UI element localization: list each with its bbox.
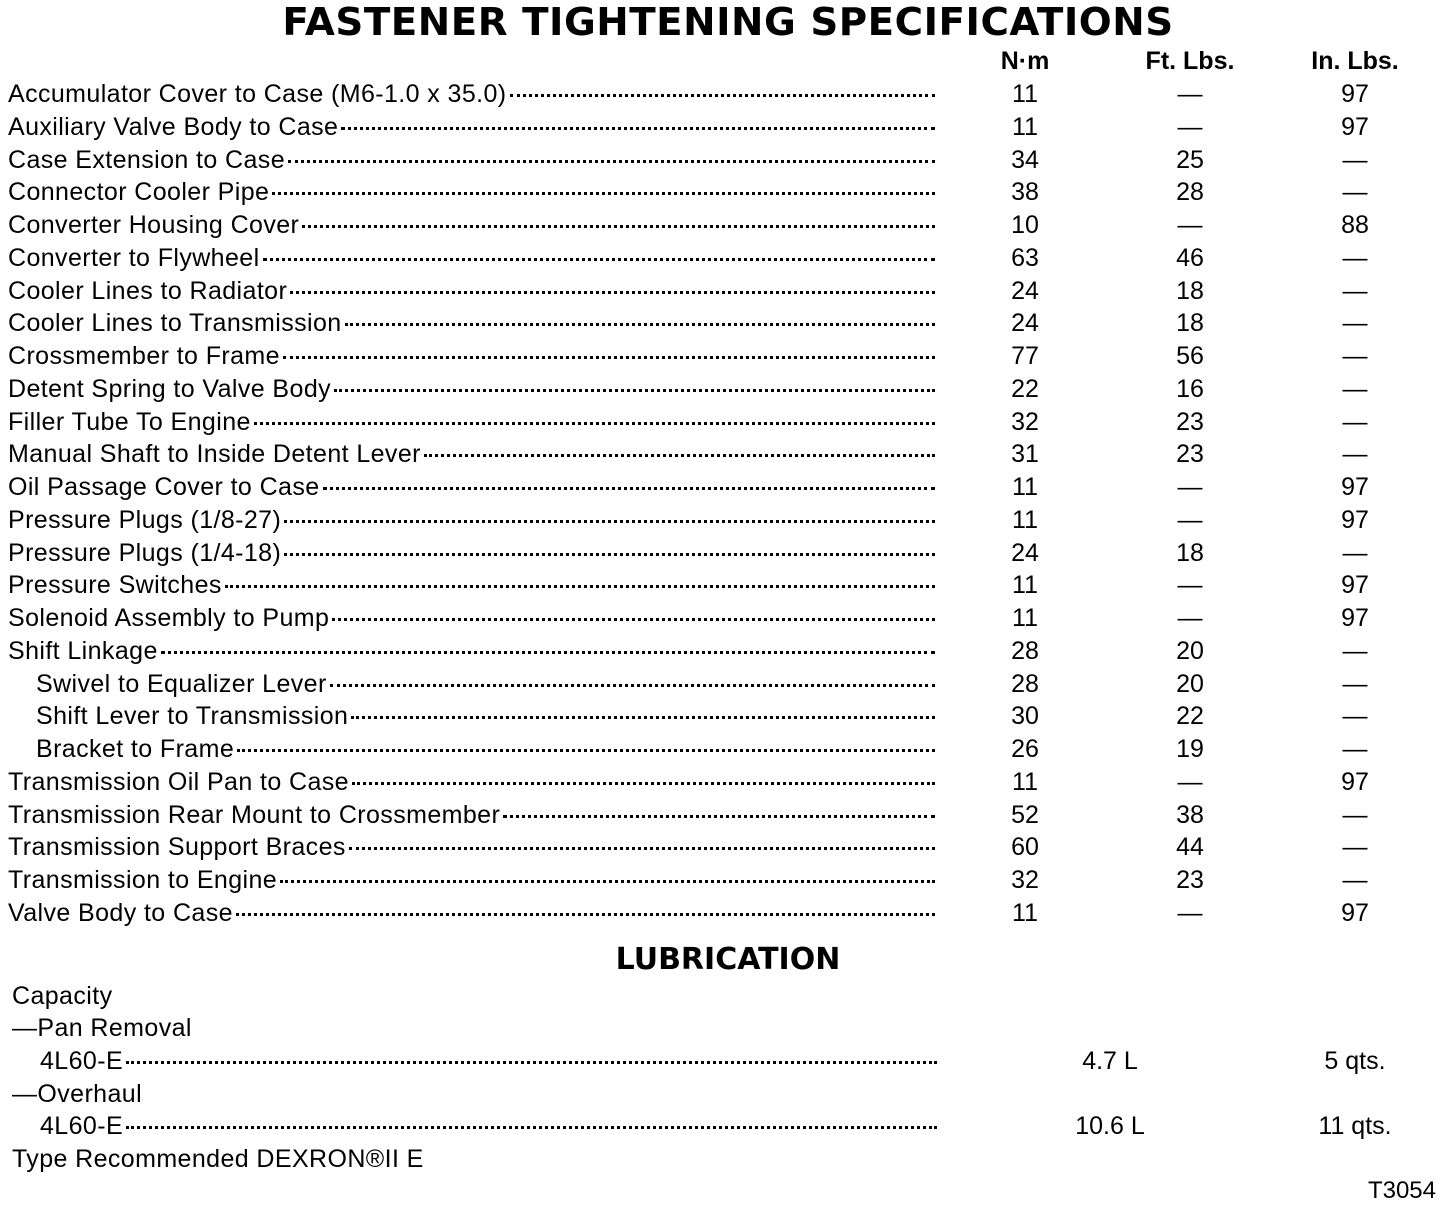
fastener-label-cell: [36, 668, 935, 701]
fastener-name: Transmission Rear Mount to Crossmember: [8, 800, 501, 829]
overhaul-capacity-row: [0, 1110, 1456, 1143]
torque-nm: 34: [1011, 145, 1039, 174]
dot-leader: [288, 160, 935, 163]
fastener-label-cell: [8, 799, 935, 832]
torque-ft-lbs: 23: [1176, 407, 1204, 436]
torque-nm: 11: [1012, 604, 1038, 632]
torque-ft-lbs: 20: [1176, 636, 1204, 665]
table-row: [0, 733, 1456, 766]
table-row: [0, 897, 1456, 930]
torque-nm: 77: [1011, 342, 1039, 370]
fastener-name: Connector Cooler Pipe: [8, 178, 270, 207]
dot-leader: [272, 192, 935, 195]
column-header-nm: N·m: [1000, 47, 1050, 75]
torque-in-lbs: —: [1342, 374, 1368, 403]
dot-leader: [225, 585, 935, 588]
dot-leader: [290, 291, 935, 294]
dot-leader: [352, 782, 935, 785]
type-recommended: Type Recommended DEXRON®II E: [12, 1145, 424, 1173]
torque-in-lbs: 97: [1341, 505, 1369, 534]
fastener-label-cell: [8, 602, 935, 635]
fastener-label-cell: [8, 406, 935, 439]
torque-in-lbs: —: [1342, 342, 1368, 370]
table-row: [0, 799, 1456, 832]
torque-in-lbs: —: [1342, 407, 1368, 436]
torque-in-lbs: 97: [1341, 604, 1369, 632]
table-row: [0, 504, 1456, 537]
torque-nm: 52: [1011, 800, 1039, 829]
fastener-label-cell: [8, 144, 935, 177]
fastener-name: Pressure Plugs (1/8-27): [8, 505, 282, 534]
torque-nm: 63: [1011, 243, 1039, 272]
pan-removal-quarts: 5 qts.: [1324, 1047, 1386, 1075]
dot-leader: [341, 127, 935, 130]
torque-nm: 11: [1012, 505, 1038, 534]
torque-nm: 28: [1011, 669, 1039, 698]
fastener-name: Shift Lever to Transmission: [36, 702, 349, 731]
table-row: [0, 766, 1456, 799]
dot-leader: [126, 1126, 937, 1129]
torque-ft-lbs: —: [1177, 505, 1203, 534]
table-row: [0, 537, 1456, 570]
fastener-name: Transmission Oil Pan to Case: [8, 767, 349, 796]
overhaul-liters: 10.6 L: [1075, 1112, 1145, 1140]
fastener-label-cell: [8, 864, 935, 897]
pan-removal-model: 4L60-E: [40, 1047, 124, 1075]
table-row: [0, 831, 1456, 864]
fastener-label-cell: [8, 111, 935, 144]
torque-in-lbs: 97: [1341, 112, 1369, 141]
torque-nm: 11: [1012, 571, 1038, 600]
fastener-name: Pressure Switches: [8, 571, 222, 600]
lubrication-heading: LUBRICATION: [615, 942, 841, 977]
torque-nm: 60: [1011, 833, 1039, 862]
torque-in-lbs: —: [1342, 440, 1368, 469]
dot-leader: [323, 487, 935, 490]
dot-leader: [424, 454, 935, 457]
dot-leader: [332, 618, 935, 621]
fastener-label-cell: [8, 438, 935, 471]
torque-in-lbs: —: [1342, 866, 1368, 894]
torque-ft-lbs: —: [1177, 211, 1203, 239]
pan-removal-liters: 4.7 L: [1082, 1047, 1138, 1075]
torque-ft-lbs: 18: [1176, 309, 1204, 338]
dot-leader: [330, 684, 935, 687]
overhaul-label: —Overhaul: [12, 1080, 143, 1108]
overhaul-quarts: 11 qts.: [1318, 1112, 1392, 1140]
torque-in-lbs: —: [1342, 276, 1368, 305]
torque-in-lbs: —: [1342, 145, 1368, 174]
torque-nm: 24: [1011, 276, 1039, 305]
torque-nm: 32: [1011, 866, 1039, 894]
table-row: [0, 307, 1456, 340]
fastener-name: Pressure Plugs (1/4-18): [8, 538, 282, 567]
fastener-label-cell: [8, 897, 935, 930]
table-row: [0, 242, 1456, 275]
dot-leader: [351, 716, 935, 719]
page-title: FASTENER TIGHTENING SPECIFICATIONS: [282, 0, 1174, 44]
torque-nm: 24: [1011, 538, 1039, 567]
torque-ft-lbs: 18: [1176, 276, 1204, 305]
dot-leader: [236, 913, 935, 916]
torque-ft-lbs: 25: [1176, 145, 1204, 174]
fastener-label-cell: [8, 635, 935, 668]
torque-ft-lbs: 22: [1176, 702, 1204, 731]
dot-leader: [284, 520, 935, 523]
pan-removal-capacity-row: [0, 1045, 1456, 1078]
table-row: [0, 569, 1456, 602]
fastener-name: Transmission Support Braces: [8, 833, 346, 862]
torque-in-lbs: 97: [1341, 80, 1369, 108]
torque-ft-lbs: —: [1177, 571, 1203, 600]
fastener-name: Cooler Lines to Radiator: [8, 276, 288, 305]
torque-nm: 32: [1011, 407, 1039, 436]
fastener-name: Case Extension to Case: [8, 145, 286, 174]
fastener-label-cell: [8, 471, 935, 504]
fastener-name: Transmission to Engine: [8, 866, 278, 894]
dot-leader: [254, 422, 935, 425]
dot-leader: [161, 651, 935, 654]
torque-nm: 10: [1011, 211, 1039, 239]
fastener-label-cell: [8, 275, 935, 308]
fastener-label-cell: [8, 176, 935, 209]
torque-ft-lbs: —: [1177, 80, 1203, 108]
fastener-name: Valve Body to Case: [8, 898, 233, 927]
fastener-name: Cooler Lines to Transmission: [8, 309, 342, 338]
dot-leader: [345, 323, 935, 326]
table-row: [0, 144, 1456, 177]
fastener-label-cell: [8, 537, 935, 570]
table-row: [0, 635, 1456, 668]
torque-nm: 24: [1011, 309, 1039, 338]
torque-nm: 11: [1012, 767, 1038, 796]
torque-in-lbs: —: [1342, 702, 1368, 731]
torque-ft-lbs: 38: [1176, 800, 1204, 829]
dot-leader: [263, 258, 935, 261]
capacity-row: [0, 980, 1456, 1013]
fastener-name: Swivel to Equalizer Lever: [36, 669, 327, 698]
fastener-label-cell: [8, 831, 935, 864]
table-row: [0, 209, 1456, 242]
torque-ft-lbs: 56: [1176, 342, 1204, 370]
table-row: [0, 340, 1456, 373]
fastener-label-cell: [8, 78, 935, 111]
torque-in-lbs: —: [1342, 669, 1368, 698]
dot-leader: [237, 749, 935, 752]
fastener-label-cell: [8, 307, 935, 340]
table-row: [0, 668, 1456, 701]
overhaul-model: 4L60-E: [40, 1112, 124, 1140]
torque-in-lbs: —: [1342, 178, 1368, 207]
table-row: [0, 471, 1456, 504]
torque-ft-lbs: 44: [1176, 833, 1204, 862]
dot-leader: [334, 389, 935, 392]
dot-leader: [302, 225, 935, 228]
torque-ft-lbs: —: [1177, 898, 1203, 927]
table-row: [0, 406, 1456, 439]
torque-nm: 11: [1012, 473, 1038, 501]
torque-in-lbs: —: [1342, 243, 1368, 272]
fastener-name: Solenoid Assembly to Pump: [8, 604, 330, 632]
fastener-name: Converter to Flywheel: [8, 243, 260, 272]
table-row: [0, 700, 1456, 733]
torque-in-lbs: 97: [1341, 473, 1369, 501]
torque-nm: 11: [1012, 80, 1038, 108]
column-header-in-lbs: In. Lbs.: [1311, 47, 1399, 75]
dot-leader: [126, 1061, 937, 1064]
table-row: [0, 864, 1456, 897]
dot-leader: [349, 847, 935, 850]
torque-nm: 28: [1011, 636, 1039, 665]
pan-removal-model-cell: [40, 1045, 937, 1078]
torque-ft-lbs: 23: [1176, 440, 1204, 469]
table-row: [0, 438, 1456, 471]
table-row: [0, 176, 1456, 209]
dot-leader: [280, 880, 935, 883]
torque-in-lbs: —: [1342, 833, 1368, 862]
torque-ft-lbs: 46: [1176, 243, 1204, 272]
dot-leader: [510, 94, 935, 97]
pan-removal-row: [0, 1012, 1456, 1045]
torque-in-lbs: —: [1342, 735, 1368, 763]
fastener-name: Bracket to Frame: [36, 735, 235, 763]
fastener-name: Detent Spring to Valve Body: [8, 374, 332, 403]
table-row: [0, 602, 1456, 635]
fastener-label-cell: [8, 373, 935, 406]
torque-in-lbs: —: [1342, 309, 1368, 338]
torque-nm: 38: [1011, 178, 1039, 207]
fastener-label-cell: [8, 209, 935, 242]
pan-removal-label: —Pan Removal: [12, 1014, 192, 1042]
fastener-name: Manual Shaft to Inside Detent Lever: [8, 440, 421, 469]
torque-ft-lbs: 23: [1176, 866, 1204, 894]
torque-ft-lbs: —: [1177, 112, 1203, 141]
torque-ft-lbs: 20: [1176, 669, 1204, 698]
torque-nm: 26: [1011, 735, 1039, 763]
fastener-label-cell: [8, 504, 935, 537]
torque-in-lbs: —: [1342, 636, 1368, 665]
torque-in-lbs: —: [1342, 538, 1368, 567]
fastener-name: Auxiliary Valve Body to Case: [8, 112, 339, 141]
fastener-name: Crossmember to Frame: [8, 342, 280, 370]
table-row: [0, 111, 1456, 144]
torque-nm: 11: [1012, 898, 1038, 927]
torque-ft-lbs: 16: [1176, 374, 1204, 403]
torque-ft-lbs: 18: [1176, 538, 1204, 567]
capacity-label: Capacity: [12, 982, 113, 1010]
overhaul-row: [0, 1078, 1456, 1111]
torque-ft-lbs: —: [1177, 473, 1203, 501]
torque-in-lbs: 88: [1341, 211, 1369, 239]
fastener-label-cell: [8, 766, 935, 799]
table-row: [0, 373, 1456, 406]
torque-ft-lbs: 19: [1176, 735, 1204, 763]
fastener-label-cell: [36, 700, 935, 733]
torque-in-lbs: —: [1342, 800, 1368, 829]
fastener-label-cell: [8, 242, 935, 275]
fastener-name: Converter Housing Cover: [8, 211, 300, 239]
dot-leader: [284, 553, 935, 556]
column-header-ft-lbs: Ft. Lbs.: [1145, 47, 1235, 75]
fastener-name: Accumulator Cover to Case (M6-1.0 x 35.0): [8, 80, 507, 108]
table-row: [0, 275, 1456, 308]
type-recommended-row: [0, 1143, 1456, 1176]
torque-nm: 11: [1012, 112, 1038, 141]
fastener-name: Shift Linkage: [8, 636, 158, 665]
torque-nm: 30: [1011, 702, 1039, 731]
fastener-label-cell: [36, 733, 935, 766]
figure-id: T3054: [1367, 1177, 1436, 1204]
fastener-name: Oil Passage Cover to Case: [8, 473, 320, 501]
torque-in-lbs: 97: [1341, 898, 1369, 927]
torque-ft-lbs: —: [1177, 604, 1203, 632]
overhaul-model-cell: [40, 1110, 937, 1143]
torque-nm: 31: [1011, 440, 1039, 469]
fastener-name: Filler Tube To Engine: [8, 407, 251, 436]
torque-ft-lbs: 28: [1176, 178, 1204, 207]
torque-in-lbs: 97: [1341, 767, 1369, 796]
fastener-label-cell: [8, 569, 935, 602]
dot-leader: [503, 815, 935, 818]
torque-nm: 22: [1011, 374, 1039, 403]
fastener-label-cell: [8, 340, 935, 373]
dot-leader: [283, 356, 935, 359]
table-row: [0, 78, 1456, 111]
torque-in-lbs: 97: [1341, 571, 1369, 600]
torque-ft-lbs: —: [1177, 767, 1203, 796]
